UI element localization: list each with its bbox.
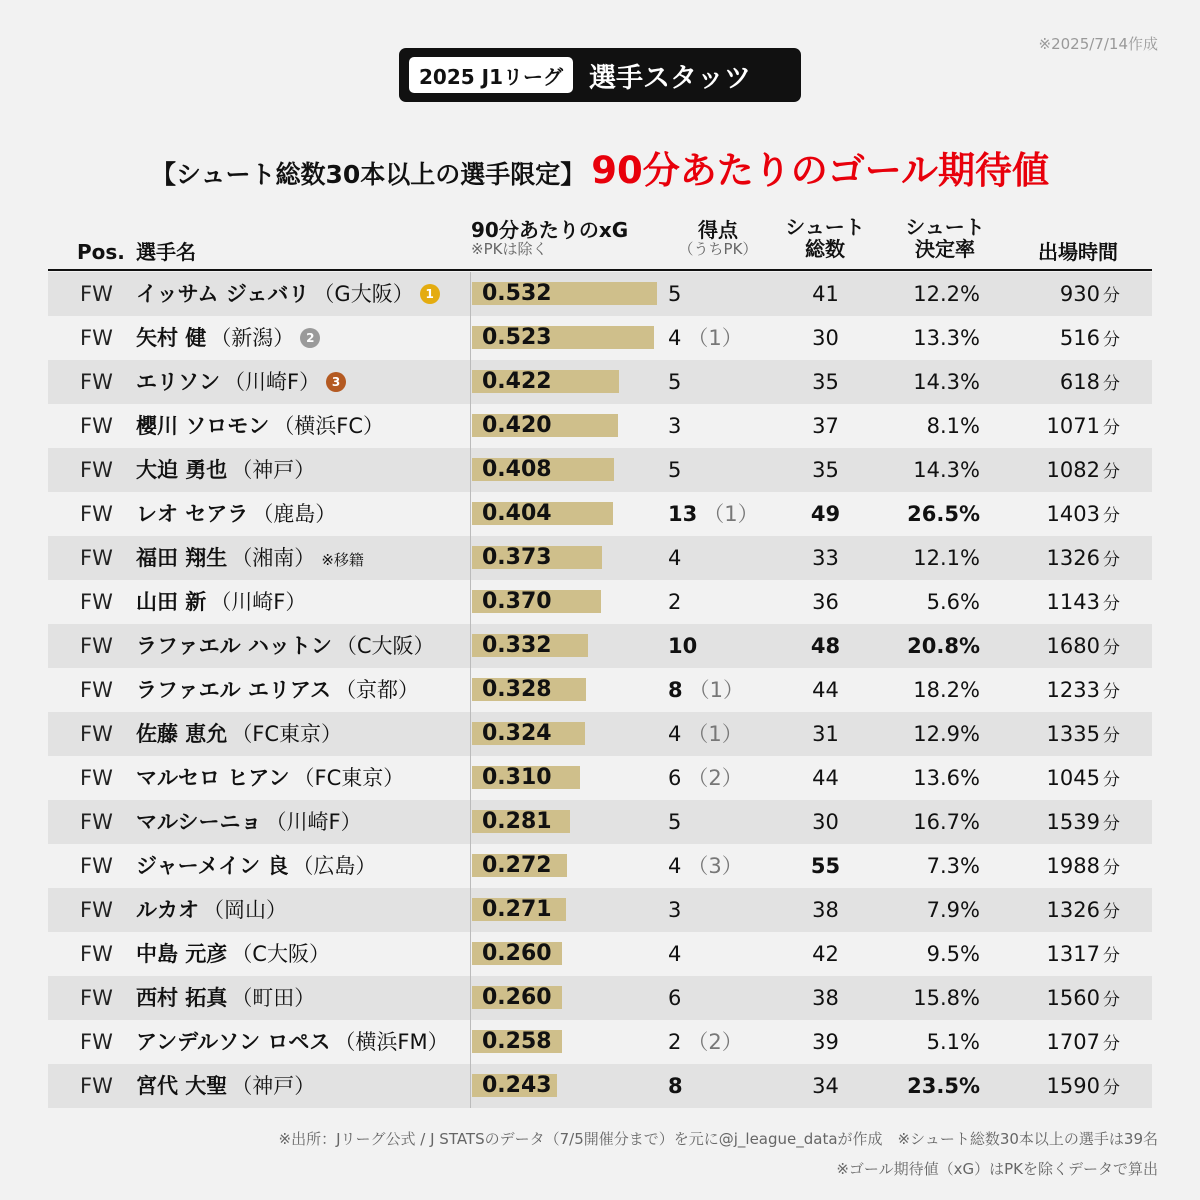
gold-medal-icon: 1 bbox=[420, 284, 440, 304]
minutes-cell bbox=[1008, 492, 1120, 536]
minutes-unit: 分 bbox=[1103, 286, 1120, 306]
pk-goals: （1） bbox=[688, 678, 744, 702]
rate-value: 5.1% bbox=[926, 1030, 980, 1054]
minutes-value: 1326 bbox=[1046, 898, 1100, 922]
shots-value: 38 bbox=[812, 898, 839, 922]
header-minutes: 出場時間 bbox=[1038, 240, 1118, 264]
minutes-unit: 分 bbox=[1103, 550, 1120, 570]
shots-value: 55 bbox=[810, 854, 841, 878]
shots-value: 31 bbox=[812, 722, 839, 746]
player-cell bbox=[136, 756, 404, 800]
goals-cell bbox=[668, 712, 744, 756]
rate-value: 7.3% bbox=[926, 854, 980, 878]
player-club: （FC東京） bbox=[293, 766, 405, 790]
player-name: 宮代 大聖 bbox=[136, 1074, 228, 1098]
goals-value: 6 bbox=[668, 766, 682, 790]
pos-cell: FW bbox=[80, 546, 113, 570]
goals-cell bbox=[668, 492, 759, 536]
shots-value: 44 bbox=[812, 678, 839, 702]
goals-cell bbox=[668, 976, 744, 1020]
minutes-value: 516 bbox=[1059, 326, 1100, 350]
minutes-value: 1707 bbox=[1046, 1030, 1100, 1054]
minutes-cell bbox=[1008, 316, 1120, 360]
minutes-cell bbox=[1008, 756, 1120, 800]
minutes-value: 1233 bbox=[1046, 678, 1100, 702]
shots-value: 39 bbox=[812, 1030, 839, 1054]
minutes-value: 618 bbox=[1059, 370, 1100, 394]
table-row bbox=[48, 888, 1152, 932]
table-row bbox=[48, 668, 1152, 712]
rate-value: 16.7% bbox=[913, 810, 980, 834]
goals-cell bbox=[668, 272, 744, 316]
player-cell bbox=[136, 316, 320, 360]
goals-cell bbox=[668, 1020, 744, 1064]
xg-value: 0.260 bbox=[482, 985, 552, 1010]
minutes-value: 1335 bbox=[1046, 722, 1100, 746]
minutes-unit: 分 bbox=[1103, 638, 1120, 658]
player-club: （川崎F） bbox=[210, 590, 307, 614]
minutes-value: 1403 bbox=[1046, 502, 1100, 526]
minutes-cell bbox=[1008, 844, 1120, 888]
player-name: 櫻川 ソロモン bbox=[136, 414, 270, 438]
minutes-unit: 分 bbox=[1103, 1078, 1120, 1098]
shots-value: 37 bbox=[812, 414, 839, 438]
player-club: （C大阪） bbox=[335, 634, 435, 658]
player-cell bbox=[136, 536, 364, 580]
minutes-unit: 分 bbox=[1103, 330, 1120, 350]
shots-value: 35 bbox=[812, 458, 839, 482]
minutes-cell bbox=[1008, 1020, 1120, 1064]
rate-value: 26.5% bbox=[907, 502, 980, 526]
shots-value: 41 bbox=[812, 282, 839, 306]
player-cell bbox=[136, 1020, 449, 1064]
header-name: 選手名 bbox=[136, 240, 196, 264]
pos-cell: FW bbox=[80, 590, 113, 614]
minutes-unit: 分 bbox=[1103, 462, 1120, 482]
goals-cell bbox=[668, 800, 744, 844]
xg-value: 0.281 bbox=[482, 809, 552, 834]
table-row bbox=[48, 624, 1152, 668]
player-club: （岡山） bbox=[203, 898, 287, 922]
goals-value: 4 bbox=[668, 546, 682, 570]
header-xg bbox=[471, 219, 628, 258]
player-name: 福田 翔生 bbox=[136, 546, 228, 570]
minutes-cell bbox=[1008, 272, 1120, 316]
xg-value: 0.408 bbox=[482, 457, 552, 482]
player-club: （京都） bbox=[335, 678, 420, 702]
pk-goals: （2） bbox=[687, 766, 743, 790]
minutes-unit: 分 bbox=[1103, 990, 1120, 1010]
goals-value: 5 bbox=[668, 282, 682, 306]
pos-cell: FW bbox=[80, 414, 113, 438]
xg-value: 0.310 bbox=[482, 765, 552, 790]
pos-cell: FW bbox=[80, 458, 113, 482]
goals-value: 4 bbox=[668, 722, 682, 746]
goals-cell bbox=[668, 668, 744, 712]
xg-value: 0.271 bbox=[482, 897, 552, 922]
rate-value: 14.3% bbox=[913, 370, 980, 394]
league-tag: 2025 J1リーグ bbox=[409, 57, 573, 93]
player-cell bbox=[136, 712, 342, 756]
player-club: （FC東京） bbox=[231, 722, 343, 746]
player-name: 中島 元彦 bbox=[136, 942, 228, 966]
minutes-unit: 分 bbox=[1103, 902, 1120, 922]
minutes-cell bbox=[1008, 976, 1120, 1020]
minutes-value: 1988 bbox=[1046, 854, 1100, 878]
minutes-unit: 分 bbox=[1103, 682, 1120, 702]
shots-value: 49 bbox=[810, 502, 841, 526]
stats-table bbox=[48, 272, 1152, 1108]
table-row bbox=[48, 712, 1152, 756]
header-xg-label: 90分あたりのxG bbox=[471, 218, 629, 242]
minutes-unit: 分 bbox=[1103, 858, 1120, 878]
header-pos: Pos. bbox=[77, 240, 125, 264]
table-row bbox=[48, 536, 1152, 580]
player-name: ジャーメイン 良 bbox=[136, 854, 289, 878]
goals-cell bbox=[668, 624, 744, 668]
pos-cell: FW bbox=[80, 898, 113, 922]
table-row bbox=[48, 844, 1152, 888]
minutes-value: 1082 bbox=[1046, 458, 1100, 482]
table-row bbox=[48, 404, 1152, 448]
minutes-cell bbox=[1008, 624, 1120, 668]
player-name: 矢村 健 bbox=[136, 326, 207, 350]
rate-value: 7.9% bbox=[926, 898, 980, 922]
xg-value: 0.422 bbox=[482, 369, 552, 394]
player-name: ラファエル ハットン bbox=[136, 634, 332, 658]
player-cell bbox=[136, 404, 384, 448]
table-row bbox=[48, 756, 1152, 800]
minutes-value: 1590 bbox=[1046, 1074, 1100, 1098]
minutes-value: 1326 bbox=[1046, 546, 1100, 570]
table-row bbox=[48, 1064, 1152, 1108]
title-badge bbox=[399, 48, 801, 102]
xg-value: 0.404 bbox=[482, 501, 552, 526]
pos-cell: FW bbox=[80, 282, 113, 306]
player-club: （川崎F） bbox=[224, 370, 321, 394]
minutes-value: 1071 bbox=[1046, 414, 1100, 438]
shots-value: 48 bbox=[810, 634, 841, 658]
minutes-cell bbox=[1008, 932, 1120, 976]
headline bbox=[0, 140, 1200, 194]
player-name: レオ セアラ bbox=[136, 502, 249, 526]
player-club: （川崎F） bbox=[265, 810, 362, 834]
rate-value: 18.2% bbox=[913, 678, 980, 702]
table-row bbox=[48, 580, 1152, 624]
minutes-value: 1560 bbox=[1046, 986, 1100, 1010]
xg-value: 0.420 bbox=[482, 413, 552, 438]
pos-cell: FW bbox=[80, 854, 113, 878]
player-club: （新潟） bbox=[210, 326, 295, 350]
minutes-cell bbox=[1008, 712, 1120, 756]
goals-value: 4 bbox=[668, 854, 682, 878]
rate-value: 8.1% bbox=[926, 414, 980, 438]
headline-condition: 【シュート総数30本以上の選手限定】 bbox=[150, 160, 586, 189]
shots-value: 33 bbox=[812, 546, 839, 570]
header-goals-note: （うちPK） bbox=[678, 240, 758, 258]
pos-cell: FW bbox=[80, 810, 113, 834]
goals-cell bbox=[668, 580, 744, 624]
minutes-cell bbox=[1008, 448, 1120, 492]
player-name: エリソン bbox=[136, 370, 220, 394]
table-row bbox=[48, 448, 1152, 492]
minutes-unit: 分 bbox=[1103, 594, 1120, 614]
rate-value: 9.5% bbox=[926, 942, 980, 966]
table-row bbox=[48, 1020, 1152, 1064]
table-row bbox=[48, 492, 1152, 536]
player-name: アンデルソン ロペス bbox=[136, 1030, 331, 1054]
header-shots bbox=[770, 216, 880, 260]
player-name: イッサム ジェバリ bbox=[136, 282, 310, 306]
rate-value: 14.3% bbox=[913, 458, 980, 482]
minutes-unit: 分 bbox=[1103, 814, 1120, 834]
shots-value: 35 bbox=[812, 370, 839, 394]
rate-value: 13.3% bbox=[913, 326, 980, 350]
goals-cell bbox=[668, 448, 744, 492]
header-divider bbox=[48, 269, 1152, 271]
header-xg-note: ※PKは除く bbox=[471, 240, 548, 258]
shots-value: 30 bbox=[812, 326, 839, 350]
player-name: ラファエル エリアス bbox=[136, 678, 332, 702]
player-club: （神戸） bbox=[231, 1074, 316, 1098]
goals-value: 8 bbox=[668, 1074, 683, 1098]
transfer-note: ※移籍 bbox=[321, 551, 364, 569]
minutes-value: 1143 bbox=[1046, 590, 1100, 614]
goals-value: 13 bbox=[668, 502, 698, 526]
pos-cell: FW bbox=[80, 722, 113, 746]
player-name: マルセロ ヒアン bbox=[136, 766, 290, 790]
xg-value: 0.523 bbox=[482, 325, 552, 350]
rate-value: 12.2% bbox=[913, 282, 980, 306]
created-date: ※2025/7/14作成 bbox=[1038, 35, 1158, 53]
goals-cell bbox=[668, 1064, 744, 1108]
rate-value: 5.6% bbox=[926, 590, 980, 614]
pos-cell: FW bbox=[80, 326, 113, 350]
goals-value: 4 bbox=[668, 942, 682, 966]
pos-cell: FW bbox=[80, 502, 113, 526]
header-goals-label: 得点 bbox=[698, 218, 738, 242]
pos-cell: FW bbox=[80, 986, 113, 1010]
pos-cell: FW bbox=[80, 370, 113, 394]
table-row bbox=[48, 360, 1152, 404]
player-cell bbox=[136, 360, 346, 404]
goals-value: 4 bbox=[668, 326, 682, 350]
player-name: 佐藤 恵允 bbox=[136, 722, 228, 746]
pos-cell: FW bbox=[80, 1074, 113, 1098]
goals-cell bbox=[668, 404, 744, 448]
goals-value: 6 bbox=[668, 986, 682, 1010]
minutes-cell bbox=[1008, 800, 1120, 844]
goals-cell bbox=[668, 536, 744, 580]
pos-cell: FW bbox=[80, 766, 113, 790]
minutes-unit: 分 bbox=[1103, 418, 1120, 438]
table-row bbox=[48, 272, 1152, 316]
goals-cell bbox=[668, 932, 744, 976]
player-cell bbox=[136, 888, 287, 932]
rate-value: 20.8% bbox=[907, 634, 980, 658]
silver-medal-icon: 2 bbox=[300, 328, 320, 348]
shots-value: 38 bbox=[812, 986, 839, 1010]
header-rate-l2: 決定率 bbox=[915, 237, 975, 261]
xg-value: 0.258 bbox=[482, 1029, 552, 1054]
player-cell bbox=[136, 272, 440, 316]
pk-goals: （2） bbox=[687, 1030, 743, 1054]
header-rate bbox=[890, 216, 1000, 260]
player-cell bbox=[136, 1064, 315, 1108]
player-cell bbox=[136, 932, 330, 976]
player-club: （横浜FM） bbox=[334, 1030, 449, 1054]
minutes-cell bbox=[1008, 668, 1120, 712]
rate-value: 12.1% bbox=[913, 546, 980, 570]
goals-cell bbox=[668, 844, 744, 888]
player-cell bbox=[136, 448, 315, 492]
rate-value: 12.9% bbox=[913, 722, 980, 746]
player-cell bbox=[136, 844, 376, 888]
minutes-cell bbox=[1008, 360, 1120, 404]
xg-value: 0.272 bbox=[482, 853, 552, 878]
table-row bbox=[48, 316, 1152, 360]
rate-value: 13.6% bbox=[913, 766, 980, 790]
player-club: （横浜FC） bbox=[273, 414, 385, 438]
header-shots-l1: シュート bbox=[785, 215, 865, 239]
badge-title: 選手スタッツ bbox=[588, 62, 751, 94]
pk-goals: （1） bbox=[687, 722, 743, 746]
minutes-cell bbox=[1008, 536, 1120, 580]
header-goals bbox=[668, 219, 768, 258]
goals-value: 3 bbox=[668, 898, 682, 922]
player-name: マルシーニョ bbox=[136, 810, 262, 834]
goals-value: 5 bbox=[668, 810, 682, 834]
shots-value: 42 bbox=[812, 942, 839, 966]
goals-cell bbox=[668, 756, 744, 800]
xg-value: 0.243 bbox=[482, 1073, 552, 1098]
pos-cell: FW bbox=[80, 1030, 113, 1054]
xg-value: 0.332 bbox=[482, 633, 552, 658]
player-club: （G大阪） bbox=[313, 282, 414, 306]
shots-value: 34 bbox=[812, 1074, 839, 1098]
xg-value: 0.328 bbox=[482, 677, 552, 702]
player-club: （C大阪） bbox=[231, 942, 330, 966]
pos-cell: FW bbox=[80, 634, 113, 658]
header-rate-l1: シュート bbox=[905, 215, 985, 239]
xg-value: 0.324 bbox=[482, 721, 552, 746]
header-shots-l2: 総数 bbox=[805, 237, 845, 261]
player-club: （鹿島） bbox=[252, 502, 337, 526]
footer-source: ※出所：Jリーグ公式 / J STATSのデータ（7/5開催分まで）を元に@j_league_dataが作成 ※シュート総数30本以上の選手は39名 bbox=[278, 1130, 1158, 1148]
player-cell bbox=[136, 492, 336, 536]
goals-value: 3 bbox=[668, 414, 682, 438]
goals-value: 10 bbox=[668, 634, 698, 658]
minutes-unit: 分 bbox=[1103, 726, 1120, 746]
pk-goals: （3） bbox=[687, 854, 743, 878]
xg-value: 0.373 bbox=[482, 545, 552, 570]
minutes-unit: 分 bbox=[1103, 374, 1120, 394]
shots-value: 30 bbox=[812, 810, 839, 834]
shots-value: 36 bbox=[812, 590, 839, 614]
xg-value: 0.532 bbox=[482, 281, 552, 306]
table-row bbox=[48, 800, 1152, 844]
rate-value: 23.5% bbox=[907, 1074, 980, 1098]
headline-title: 90分あたりのゴール期待値 bbox=[591, 149, 1050, 192]
minutes-unit: 分 bbox=[1103, 946, 1120, 966]
pk-goals: （1） bbox=[703, 502, 759, 526]
player-cell bbox=[136, 668, 419, 712]
goals-cell bbox=[668, 888, 744, 932]
minutes-unit: 分 bbox=[1103, 506, 1120, 526]
player-name: 大迫 勇也 bbox=[136, 458, 228, 482]
goals-cell bbox=[668, 360, 744, 404]
minutes-value: 1045 bbox=[1046, 766, 1100, 790]
bronze-medal-icon: 3 bbox=[326, 372, 346, 392]
goals-value: 2 bbox=[668, 1030, 682, 1054]
minutes-value: 1317 bbox=[1046, 942, 1100, 966]
minutes-value: 1539 bbox=[1046, 810, 1100, 834]
pos-cell: FW bbox=[80, 678, 113, 702]
player-name: 西村 拓真 bbox=[136, 986, 228, 1010]
goals-value: 8 bbox=[668, 678, 683, 702]
xg-value: 0.260 bbox=[482, 941, 552, 966]
table-row bbox=[48, 932, 1152, 976]
xg-value: 0.370 bbox=[482, 589, 552, 614]
player-cell bbox=[136, 580, 306, 624]
player-cell bbox=[136, 800, 362, 844]
minutes-unit: 分 bbox=[1103, 770, 1120, 790]
goals-value: 5 bbox=[668, 370, 682, 394]
player-club: （湘南） bbox=[231, 546, 316, 570]
goals-value: 2 bbox=[668, 590, 682, 614]
pos-cell: FW bbox=[80, 942, 113, 966]
player-cell bbox=[136, 624, 435, 668]
goals-value: 5 bbox=[668, 458, 682, 482]
player-club: （神戸） bbox=[231, 458, 316, 482]
minutes-cell bbox=[1008, 888, 1120, 932]
player-club: （町田） bbox=[231, 986, 316, 1010]
pk-goals: （1） bbox=[687, 326, 743, 350]
goals-cell bbox=[668, 316, 744, 360]
minutes-value: 930 bbox=[1059, 282, 1100, 306]
footer-note: ※ゴール期待値（xG）はPKを除くデータで算出 bbox=[836, 1160, 1158, 1178]
minutes-value: 1680 bbox=[1046, 634, 1100, 658]
player-name: ルカオ bbox=[136, 898, 199, 922]
player-name: 山田 新 bbox=[136, 590, 207, 614]
minutes-unit: 分 bbox=[1103, 1034, 1120, 1054]
minutes-cell bbox=[1008, 1064, 1120, 1108]
shots-value: 44 bbox=[812, 766, 839, 790]
table-row bbox=[48, 976, 1152, 1020]
player-cell bbox=[136, 976, 315, 1020]
player-club: （広島） bbox=[292, 854, 377, 878]
minutes-cell bbox=[1008, 404, 1120, 448]
rate-value: 15.8% bbox=[913, 986, 980, 1010]
minutes-cell bbox=[1008, 580, 1120, 624]
xg-axis-line bbox=[470, 272, 471, 1108]
